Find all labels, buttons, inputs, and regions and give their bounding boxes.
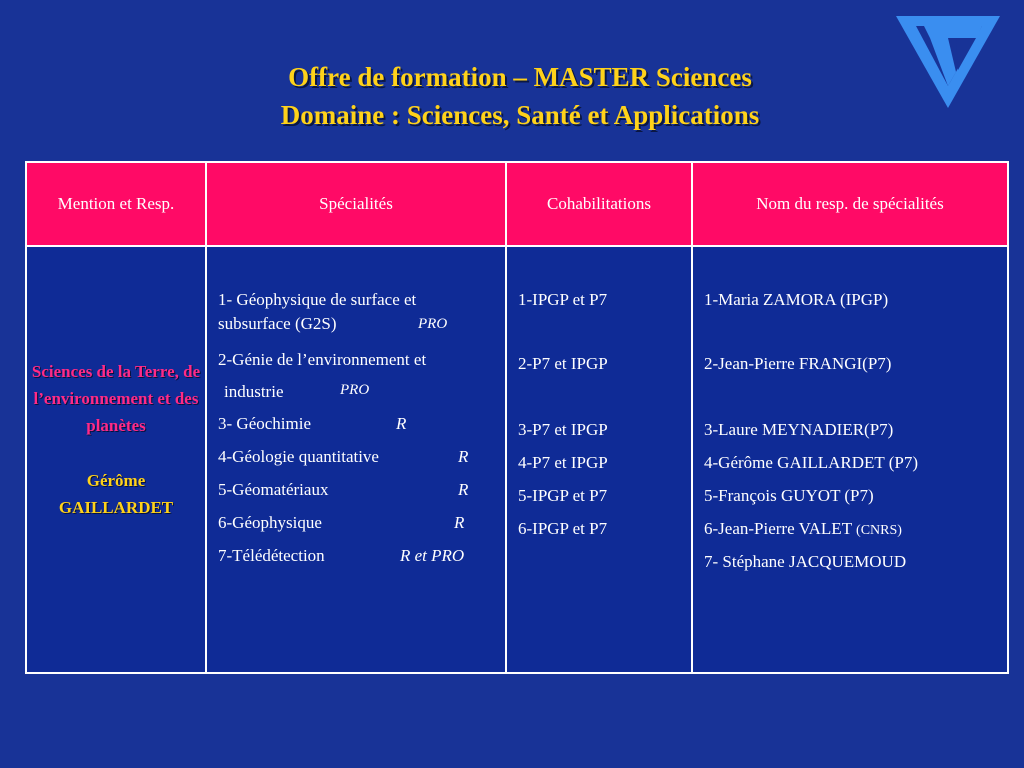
specialite-6-type: R	[454, 513, 465, 532]
mention-name: Sciences de la Terre, de l’environnement et des planètes	[31, 362, 201, 435]
specialite-3-label: 3- Géochimie	[218, 414, 311, 433]
title-line-1: Offre de formation – MASTER Sciences	[288, 62, 752, 92]
specialite-5-label: 5-Géomatériaux	[218, 480, 329, 499]
responsable-7: 7- Stéphane JACQUEMOUD	[704, 552, 907, 571]
specialite-1-line2: subsurface (G2S)	[218, 314, 337, 333]
responsable-3: 3-Laure MEYNADIER(P7)	[704, 420, 894, 439]
header-cohabilitations: Cohabilitations	[506, 162, 692, 246]
cohabilitation-3: 3-P7 et IPGP	[518, 420, 608, 439]
cohabilitation-4: 4-P7 et IPGP	[518, 453, 608, 472]
responsable-6-name: 6-Jean-Pierre VALET	[704, 519, 852, 538]
header-specialites: Spécialités	[206, 162, 506, 246]
specialite-2-line1: 2-Génie de l’environnement et	[218, 350, 427, 369]
triangle-logo-icon	[894, 14, 1002, 110]
responsable-6	[704, 517, 902, 543]
specialite-1-type: PRO	[418, 316, 448, 332]
header-mention: Mention et Resp.	[26, 162, 206, 246]
specialite-7-label: 7-Télédétection	[218, 546, 325, 565]
table-row	[26, 246, 1008, 673]
specialite-2-line2: industrie	[224, 382, 284, 401]
mention-cell	[26, 246, 206, 673]
specialite-1-line1: 1- Géophysique de surface et	[218, 290, 417, 309]
formation-table	[25, 161, 1009, 674]
responsable-6-affil: (CNRS)	[856, 523, 902, 538]
cohabilitations-cell	[506, 246, 692, 673]
cohabilitation-6: 6-IPGP et P7	[518, 519, 608, 538]
specialite-7-type: R et PRO	[400, 546, 465, 565]
specialite-4-type: R	[458, 447, 469, 466]
slide-title	[0, 58, 1024, 134]
specialite-2-type: PRO	[340, 382, 370, 398]
specialite-6-label: 6-Géophysique	[218, 513, 322, 532]
responsables-cell	[692, 246, 1008, 673]
mention-resp: Gérôme GAILLARDET	[58, 471, 174, 517]
responsable-5: 5-François GUYOT (P7)	[704, 486, 874, 505]
responsable-2: 2-Jean-Pierre FRANGI(P7)	[704, 354, 892, 373]
title-line-2: Domaine : Sciences, Santé et Applications	[280, 100, 760, 130]
responsable-4: 4-Gérôme GAILLARDET (P7)	[704, 453, 919, 472]
cohabilitation-5: 5-IPGP et P7	[518, 486, 608, 505]
specialite-3-type: R	[396, 414, 407, 433]
specialite-5-type: R	[458, 480, 469, 499]
header-responsables: Nom du resp. de spécialités	[692, 162, 1008, 246]
specialite-4-label: 4-Géologie quantitative	[218, 447, 379, 466]
table-header-row	[26, 162, 1008, 246]
specialites-cell	[206, 246, 506, 673]
responsable-1: 1-Maria ZAMORA (IPGP)	[704, 290, 889, 309]
cohabilitation-2: 2-P7 et IPGP	[518, 354, 608, 373]
cohabilitation-1: 1-IPGP et P7	[518, 290, 608, 309]
